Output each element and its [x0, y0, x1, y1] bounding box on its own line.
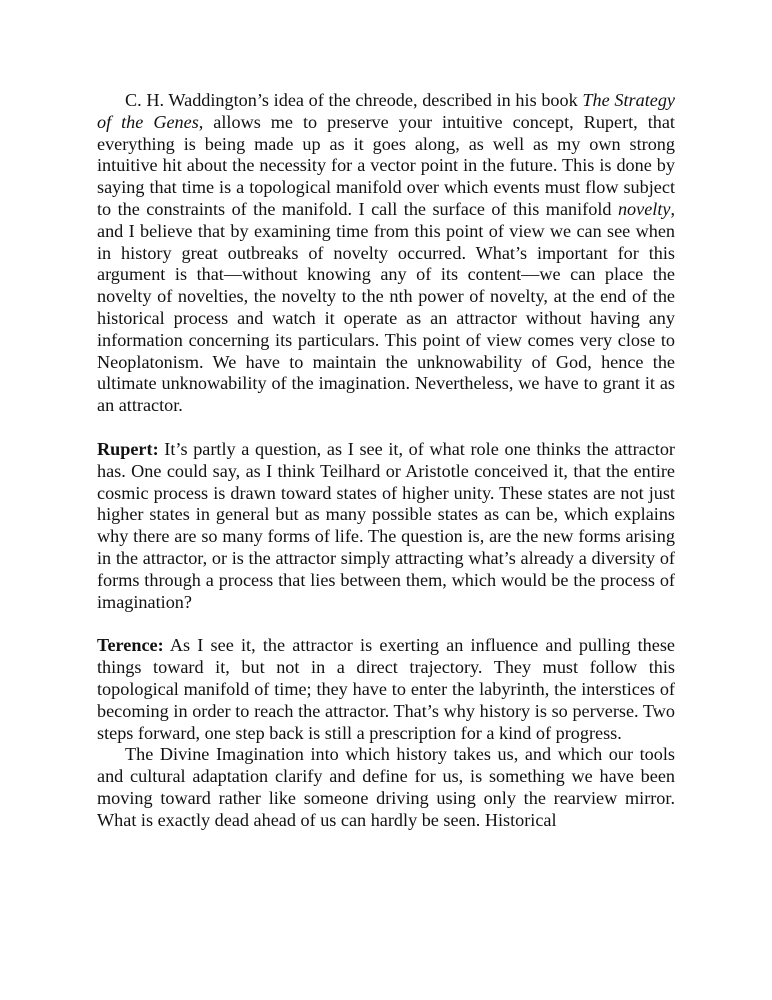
paragraph-text: As I see it, the attractor is exerting an influence and pulling these things toward it, but not in a direct trajectory. They must follow this topological manifold of time; they have to enter the labyrinth, the interstices of becoming in order to reach the attractor. That’s why history is so perverse. Two steps forward, one step back is still a prescription for a kind of progress.	[97, 635, 675, 743]
paragraph-divine-imagination	[97, 744, 675, 831]
paragraph-text: C. H. Waddington’s idea of the chreode, described in his book	[125, 90, 583, 110]
paragraph-waddington	[97, 90, 675, 417]
speaker-label: Terence:	[97, 635, 164, 656]
speaker-label: Rupert:	[97, 438, 159, 459]
paragraph-rupert	[97, 439, 675, 613]
paragraph-text: The Divine Imagination into which history takes us, and which our tools and cultural adaptation clarify and define for us, is something we have been moving toward rather like someone driving using only the rearview mirror. What is exactly dead ahead of us can hardly be seen. Historical	[97, 744, 675, 830]
paragraph-text: It’s partly a question, as I see it, of what role one thinks the attractor has. One could say, as I think Teilhard or Aristotle conceived it, that the entire cosmic process is drawn toward states of higher unity. These states are not just higher states in general but as many possible states as can be, which explains why there are so many forms of life. The question is, are the new forms arising in the attractor, or is the attractor simply attracting what’s already a diversity of forms through a process that lies between them, which would be the process of imagination?	[97, 438, 675, 612]
book-page	[97, 90, 675, 832]
paragraph-text: , allows me to preserve your intuitive concept, Rupert, that everything is being made up as it goes along, as well as my own strong intuitive hit about the necessity for a vector point in the future. This is done by saying that time is a topological manifold over which events must flow subject to the constraints of the manifold. I call the surface of this manifold	[97, 111, 675, 219]
emphasized-term: novelty	[617, 198, 671, 219]
book-title: The Strategy of the Genes	[97, 90, 675, 132]
paragraph-terence	[97, 635, 675, 744]
paragraph-text: , and I believe that by examining time from this point of view we can see when in history great outbreaks of novelty occurred. What’s important for this argument is that—without knowing any of its content—we can place the novelty of novelties, the novelty to the nth power of novelty, at the end of the historical process and watch it operate as an attractor without having any information concerning its particulars. This point of view comes very close to Neoplatonism. We have to maintain the unknowability of God, hence the ultimate unknowability of the imagination. Nevertheless, we have to grant it as an attractor.	[97, 198, 675, 416]
